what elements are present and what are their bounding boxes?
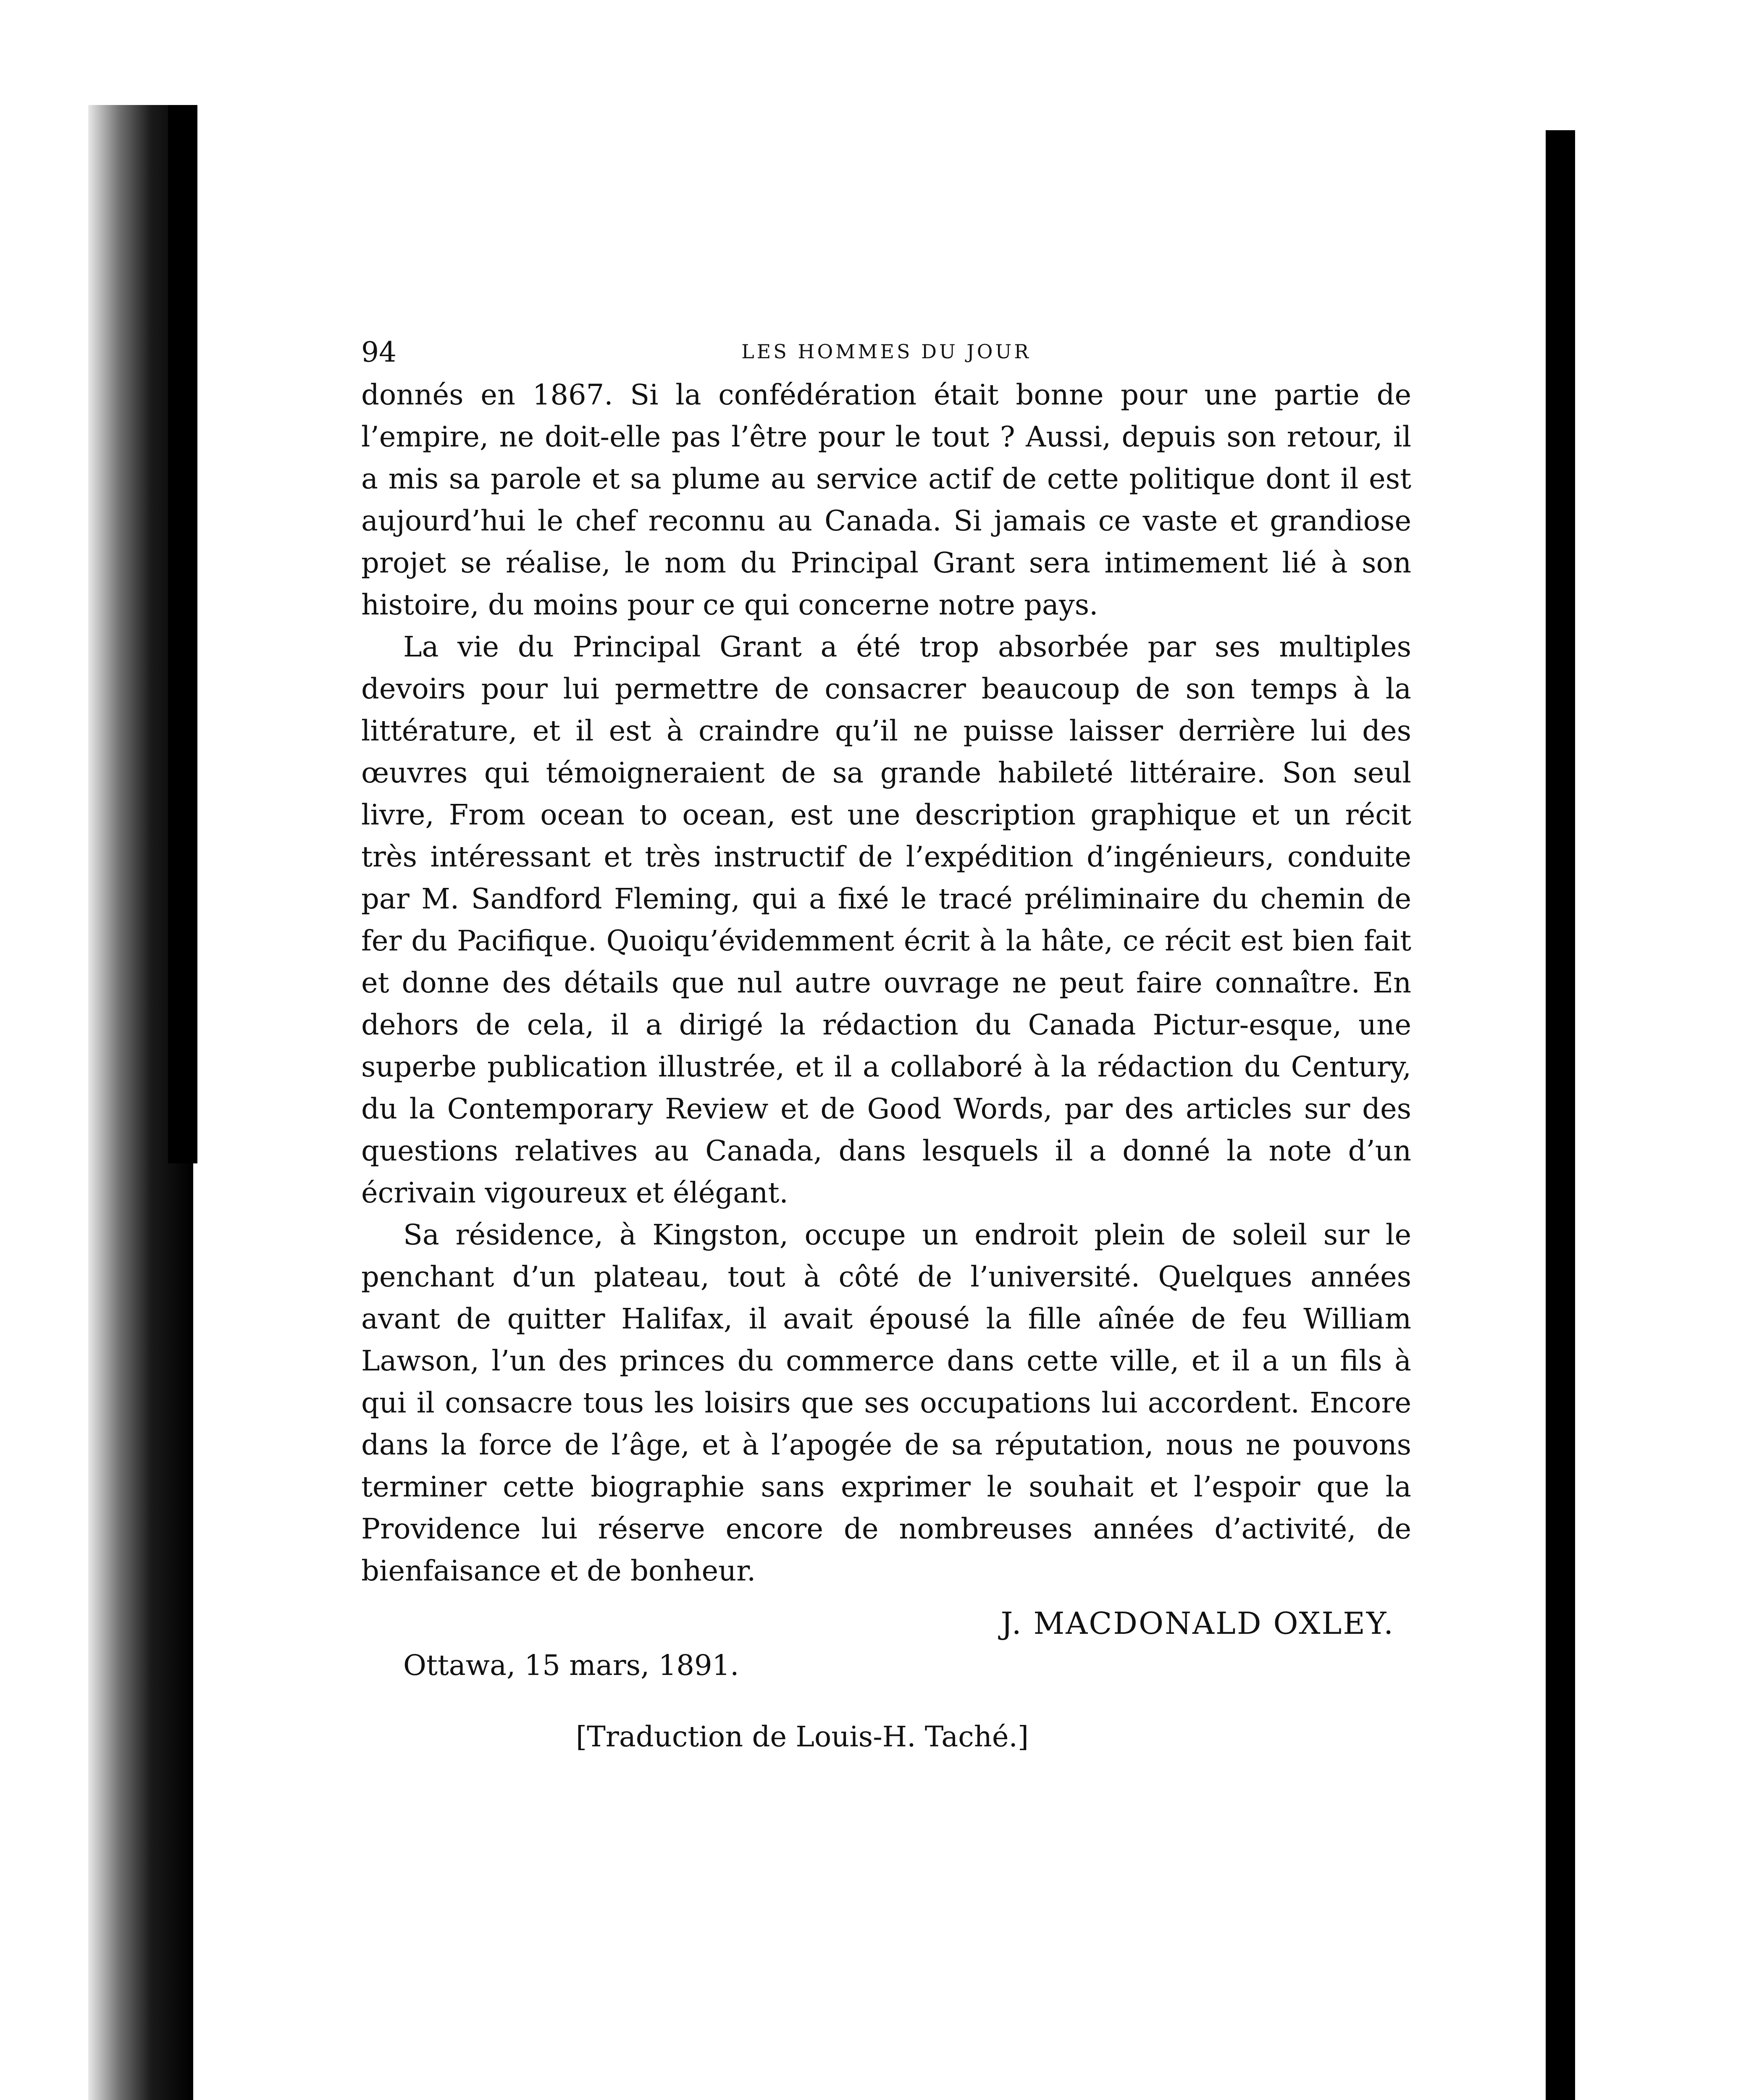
body-text xyxy=(361,374,1411,1592)
author-signature: J. MACDONALD OXLEY. xyxy=(1000,1606,1394,1641)
running-title: LES HOMMES DU JOUR xyxy=(741,340,1031,363)
scan-edge-right xyxy=(1546,130,1575,2100)
running-head xyxy=(361,328,1411,374)
paragraph-1: donnés en 1867. Si la confédération était bonne pour une partie de l’empire, ne doit-elle pas l’être pour le tout ? Aussi, depuis son retour, il a mis sa parole et sa plume au service actif de cette politique dont il est aujourd’hui le chef reconnu au Canada. Si jamais ce vaste et grandiose projet se réalise, le nom du Principal Grant sera intimement lié à son histoire, du moins pour ce qui concerne notre pays. xyxy=(361,378,1411,621)
translation-note: [Traduction de Louis-H. Taché.] xyxy=(576,1720,1029,1753)
book-page xyxy=(361,328,1411,1760)
paragraph-2: La vie du Principal Grant a été trop absorbée par ses multiples devoirs pour lui permettre de consacrer beaucoup de son temps à la littérature, et il est à craindre qu’il ne puisse laisser derrière lui des œuvres qui témoigneraient de sa grande habileté littéraire. Son seul livre, From ocean to ocean, est une description graphique et un récit très intéressant et très instructif de l’expédition d’ingénieurs, conduite par M. Sandford Fleming, qui a fixé le tracé préliminaire du chemin de fer du Pacifique. Quoiqu’évidemment écrit à la hâte, ce récit est bien fait et donne des détails que nul autre ouvrage ne peut faire connaître. En dehors de cela, il a dirigé la rédaction du Canada Pictur-esque, une superbe publication illustrée, et il a collaboré à la rédaction du Century, du la Contemporary Review et de Good Words, par des articles sur des questions relatives au Canada, dans lesquels il a donné la note d’un écrivain vigoureux et élégant. xyxy=(361,630,1411,1209)
scan-edge-left-dark xyxy=(168,105,197,1163)
paragraph-3: Sa résidence, à Kingston, occupe un endroit plein de soleil sur le penchant d’un plateau, tout à côté de l’université. Quelques années avant de quitter Halifax, il avait épousé la fille aînée de feu William Lawson, l’un des princes du commerce dans cette ville, et il a un fils à qui il consacre tous les loisirs que ses occupations lui accordent. Encore dans la force de l’âge, et à l’apogée de sa réputation, nous ne pouvons terminer cette biographie sans exprimer le souhait et l’espoir que la Providence lui réserve encore de nombreuses années d’activité, de bienfaisance et de bonheur. xyxy=(361,1218,1411,1587)
dateline: Ottawa, 15 mars, 1891. xyxy=(403,1649,739,1682)
page-number: 94 xyxy=(361,336,397,368)
